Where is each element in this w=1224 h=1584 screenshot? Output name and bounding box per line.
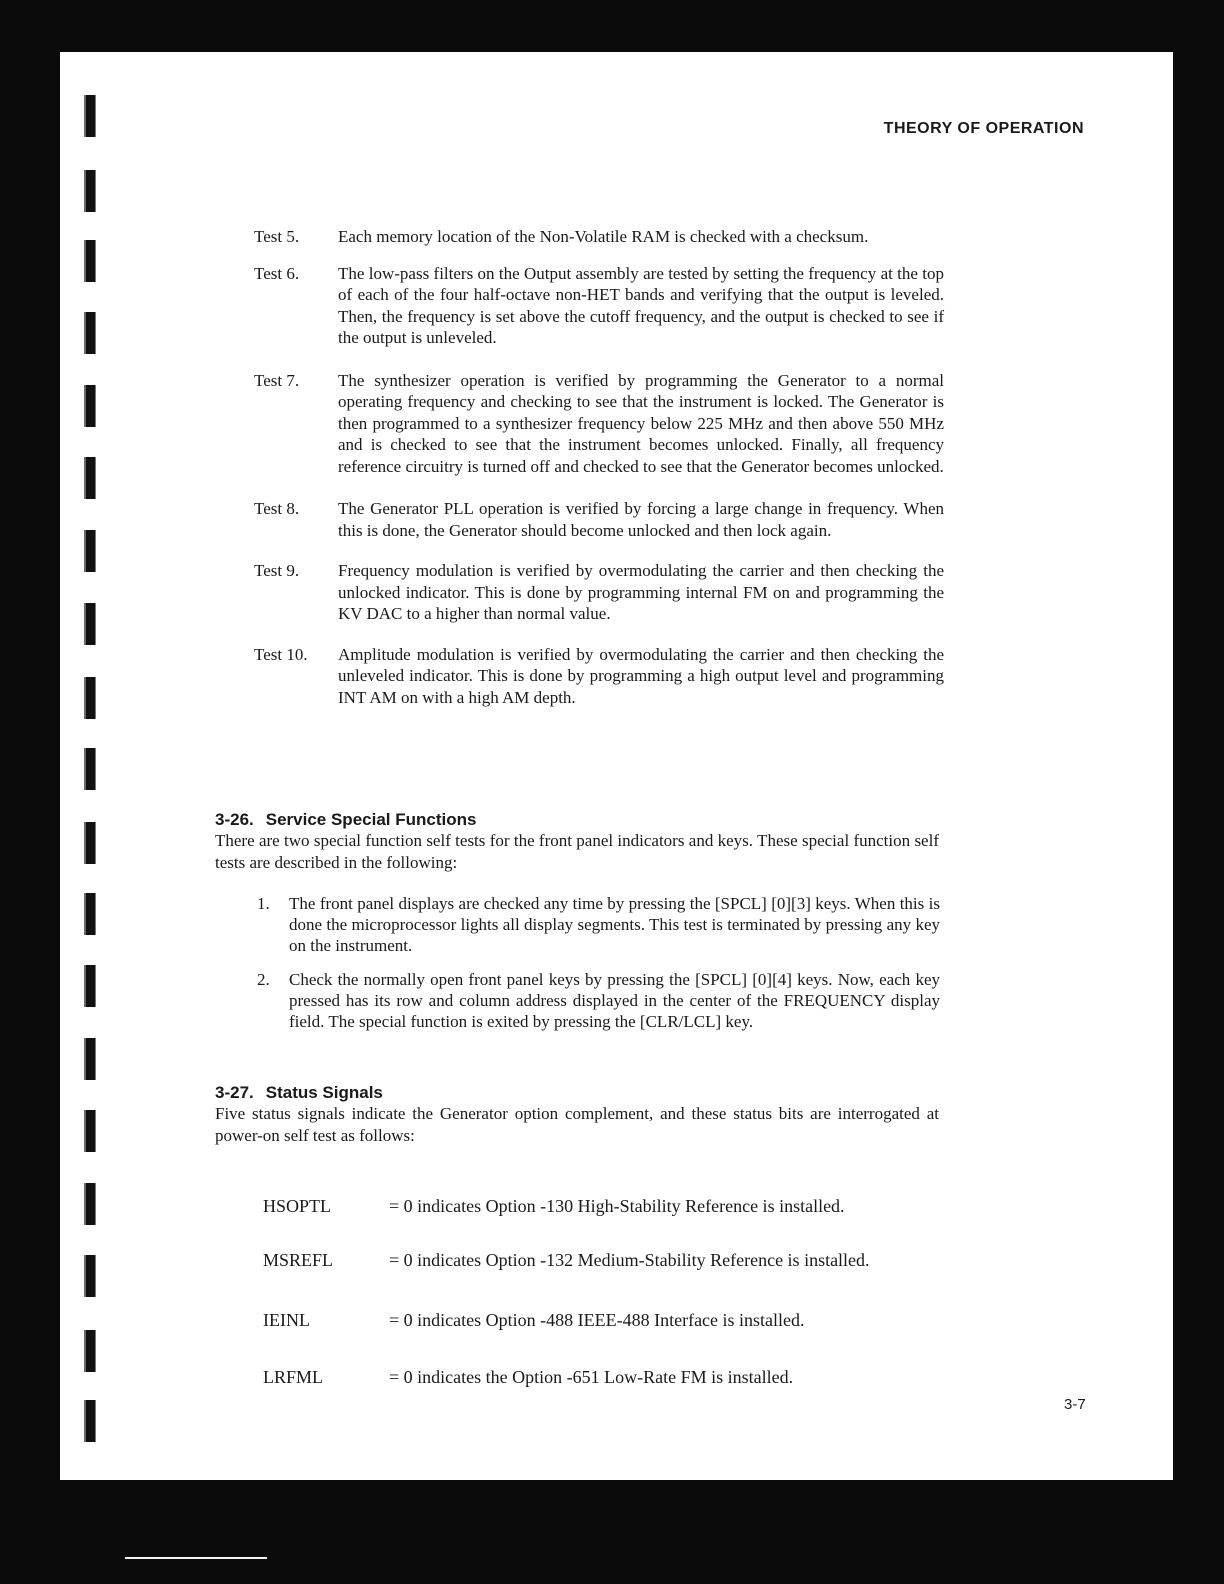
section-number: 3-27. [215, 1083, 254, 1102]
signal-name: HSOPTL [263, 1196, 332, 1216]
section-number: 3-26. [215, 810, 254, 829]
list-item [257, 969, 940, 1032]
section-heading-3-26 [215, 810, 476, 830]
test-item [254, 370, 944, 478]
test-item [254, 644, 944, 709]
test-text: The synthesizer operation is verified by programming the Generator to a normal operating frequency and checking to see that the instrument is locked. The Generator is then programmed to a synthesizer frequency below 225 MHz and then above 550 MHz and is checked to see that the instrument becomes unlocked. Finally, all frequency reference circuitry is turned off and checked to see that the Generator becomes unlocked. [338, 370, 944, 476]
signal-name: IEINL [263, 1310, 310, 1330]
binding-hole [84, 312, 96, 354]
list-item [257, 893, 940, 956]
self-test-list [254, 226, 944, 708]
binding-hole [84, 1255, 96, 1297]
numbered-list [257, 893, 940, 1032]
binding-hole [84, 748, 96, 790]
signal-name: MSREFL [263, 1250, 334, 1270]
section-intro: There are two special function self tests for the front panel indicators and keys. These special function self tests are described in the following: [215, 831, 939, 872]
binding-hole [84, 240, 96, 282]
binding-hole [84, 822, 96, 864]
test-text: Amplitude modulation is verified by overmodulating the carrier and then checking the unleveled indicator. This is done by programming a high output level and programming INT AM on with a high AM depth. [338, 644, 944, 707]
section-title: Service Special Functions [265, 810, 477, 829]
binding-hole [84, 1330, 96, 1372]
running-header: THEORY OF OPERATION [883, 120, 1084, 137]
binding-hole [84, 603, 96, 645]
binding-hole [84, 677, 96, 719]
section-intro: Five status signals indicate the Generator option complement, and these status bits are interrogated at power-on self test as follows: [215, 1104, 939, 1145]
status-signal-row [263, 1310, 805, 1331]
test-label: Test 6. [254, 263, 300, 283]
binding-hole [84, 893, 96, 935]
test-item [254, 226, 944, 248]
binding-hole [84, 95, 96, 137]
section-title: Status Signals [265, 1083, 383, 1102]
binding-hole [84, 1400, 96, 1442]
binding-hole [84, 170, 96, 212]
status-signal-row [263, 1250, 870, 1271]
status-signal-row [263, 1196, 845, 1217]
signal-description: = 0 indicates Option -132 Medium-Stability Reference is installed. [389, 1250, 870, 1270]
test-label: Test 5. [254, 227, 300, 246]
test-label: Test 10. [254, 644, 308, 664]
binding-hole [84, 1110, 96, 1152]
scan-artifact-line [125, 1557, 267, 1559]
test-item [254, 263, 944, 349]
test-item [254, 560, 944, 625]
binding-hole [84, 965, 96, 1007]
test-text: Frequency modulation is verified by overmodulating the carrier and then checking the unlocked indicator. This is done by programming internal FM on and programming the KV DAC to a higher than normal value. [338, 561, 944, 623]
binding-hole [84, 530, 96, 572]
list-number: 2. [257, 970, 270, 989]
test-label: Test 7. [254, 370, 300, 390]
list-number: 1. [257, 894, 270, 913]
test-text: Each memory location of the Non-Volatile RAM is checked with a checksum. [338, 227, 869, 246]
list-text: Check the normally open front panel keys by pressing the [SPCL] [0][4] keys. Now, each key pressed has its row and column address displayed in the center of the FREQUENCY display field. The special function is exited by pressing the [CLR/LCL] key. [289, 970, 940, 1031]
test-text: The low-pass filters on the Output assembly are tested by setting the frequency at the top of each of the four half-octave non-HET bands and verifying that the output is leveled. Then, the frequency is set above the cutoff frequency, and the output is checked to see if the output is unleveled. [338, 263, 944, 347]
signal-description: = 0 indicates Option -488 IEEE-488 Interface is installed. [389, 1310, 805, 1330]
test-text: The Generator PLL operation is verified by forcing a large change in frequency. When this is done, the Generator should become unlocked and then lock again. [338, 499, 944, 540]
signal-name: LRFML [263, 1367, 324, 1387]
binding-hole [84, 385, 96, 427]
test-label: Test 9. [254, 561, 300, 580]
binding-hole [84, 1183, 96, 1225]
signal-description: = 0 indicates Option -130 High-Stability Reference is installed. [389, 1196, 845, 1216]
test-item [254, 498, 944, 541]
list-text: The front panel displays are checked any time by pressing the [SPCL] [0][3] keys. When this is done the microprocessor lights all display segments. This test is terminated by pressing any key on the instrument. [289, 894, 940, 955]
status-signal-row [263, 1367, 793, 1388]
page-number: 3-7 [1064, 1396, 1086, 1413]
test-label: Test 8. [254, 499, 300, 518]
section-heading-3-27 [215, 1083, 383, 1103]
signal-description: = 0 indicates the Option -651 Low-Rate FM is installed. [389, 1367, 794, 1387]
binding-hole [84, 1038, 96, 1080]
binding-hole [84, 457, 96, 499]
